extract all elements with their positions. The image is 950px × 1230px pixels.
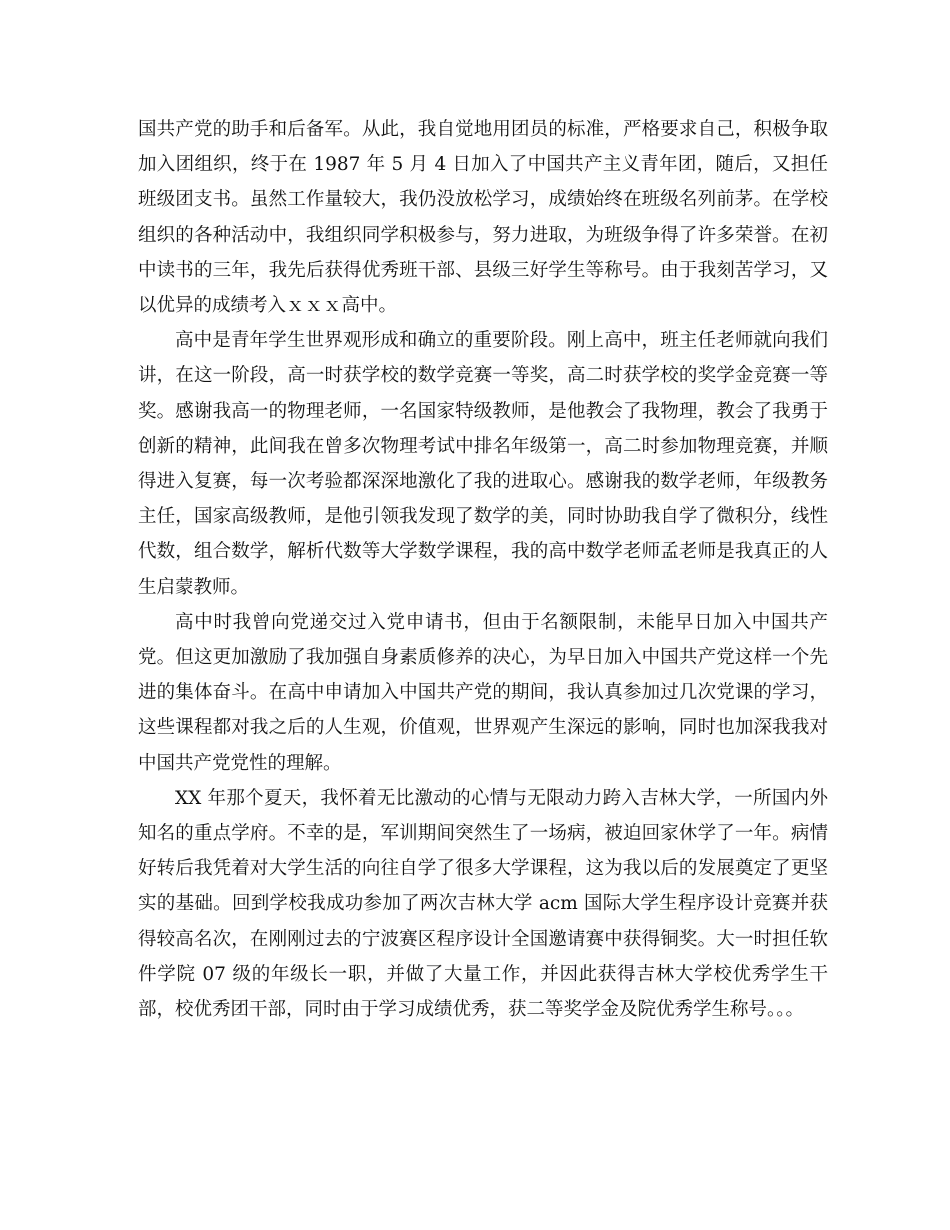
document-page <box>138 112 828 1027</box>
paragraph-2: 高中是青年学生世界观形成和确立的重要阶段。刚上高中，班主任老师就向我们讲，在这一阶段，高一时获学校的数学竞赛一等奖，高二时获学校的奖学金竞赛一等奖。感谢我高一的物理老师，一名国家特级教师，是他教会了我物理，教会了我勇于创新的精神，此间我在曾多次物理考试中排名年级第一，高二时参加物理竞赛，并顺得进入复赛，每一次考验都深深地激化了我的进取心。感谢我的数学老师，年级教务主任，国家高级教师，是他引领我发现了数学的美，同时协助我自学了微积分，线性代数，组合数学，解析代数等大学数学课程，我的高中数学老师孟老师是我真正的人生启蒙教师。 <box>138 330 828 598</box>
paragraph-4: XX 年那个夏天，我怀着无比激动的心情与无限动力跨入吉林大学，一所国内外知名的重点学府。不幸的是，军训期间突然生了一场病，被迫回家休学了一年。病情好转后我凭着对大学生活的向往自学了很多大学课程，这为我以后的发展奠定了更坚实的基础。回到学校我成功参加了两次吉林大学 acm 国际大学生程序设计竞赛并获得较高名次，在刚刚过去的宁波赛区程序设计全国邀请赛中获得铜奖。大一时担任软件学院 07 级的年级长一职，并做了大量工作，并因此获得吉林大学校优秀学生干部，校优秀团干部，同时由于学习成绩优秀，获二等奖学金及院优秀学生称号。。。 <box>138 787 828 1021</box>
paragraph-1: 国共产党的助手和后备军。从此，我自觉地用团员的标准，严格要求自己，积极争取加入团组织，终于在 1987 年 5 月 4 日加入了中国共产主义青年团，随后，又担任班级团支书。虽然工作量较大，我仍没放松学习，成绩始终在班级名列前茅。在学校组织的各种活动中，我组织同学积极参与，努力进取，为班级争得了许多荣誉。在初中读书的三年，我先后获得优秀班干部、县级三好学生等称号。由于我刻苦学习，又以优异的成绩考入ｘｘｘ高中。 <box>138 119 828 317</box>
paragraph-3: 高中时我曾向党递交过入党申请书，但由于名额限制，未能早日加入中国共产党。但这更加激励了我加强自身素质修养的决心，为早日加入中国共产党这样一个先进的集体奋斗。在高中申请加入中国共产党的期间，我认真参加过几次党课的学习，这些课程都对我之后的人生观，价值观，世界观产生深远的影响，同时也加深我我对中国共产党党性的理解。 <box>138 611 828 774</box>
